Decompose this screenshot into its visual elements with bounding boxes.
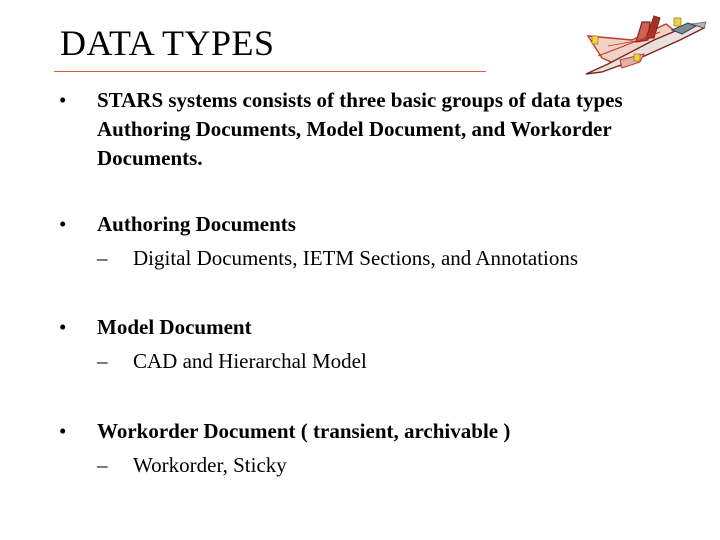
bullet-text: Authoring Documents — [97, 212, 296, 236]
bullet-item-authoring — [0, 210, 720, 273]
title-underline — [54, 71, 486, 72]
bullet-text: Model Document — [97, 315, 252, 339]
bullet-text: Workorder Document ( transient, archivable ) — [97, 419, 511, 443]
sub-bullet-marker: – — [97, 246, 108, 270]
bullet-item-model — [0, 313, 720, 376]
bullet-marker: • — [59, 315, 67, 339]
slide-title: DATA TYPES — [60, 23, 275, 63]
bullet-marker: • — [59, 212, 67, 236]
sub-bullet-marker: – — [97, 349, 108, 373]
sub-bullet-marker: – — [97, 453, 108, 477]
fighter-jet-icon — [580, 10, 710, 78]
bullet-marker: • — [59, 419, 67, 443]
sub-bullet-text: Workorder, Sticky — [133, 453, 287, 477]
bullet-marker: • — [59, 88, 67, 112]
bullet-item-workorder — [0, 417, 720, 480]
sub-bullet-text: Digital Documents, IETM Sections, and Annotations — [133, 246, 579, 270]
bullet-item-overview — [0, 86, 720, 173]
sub-bullet-text: CAD and Hierarchal Model — [133, 349, 367, 373]
bullet-text: STARS systems consists of three basic groups of data types Authoring Documents, Model Document, and Workorder Documents. — [97, 88, 623, 170]
